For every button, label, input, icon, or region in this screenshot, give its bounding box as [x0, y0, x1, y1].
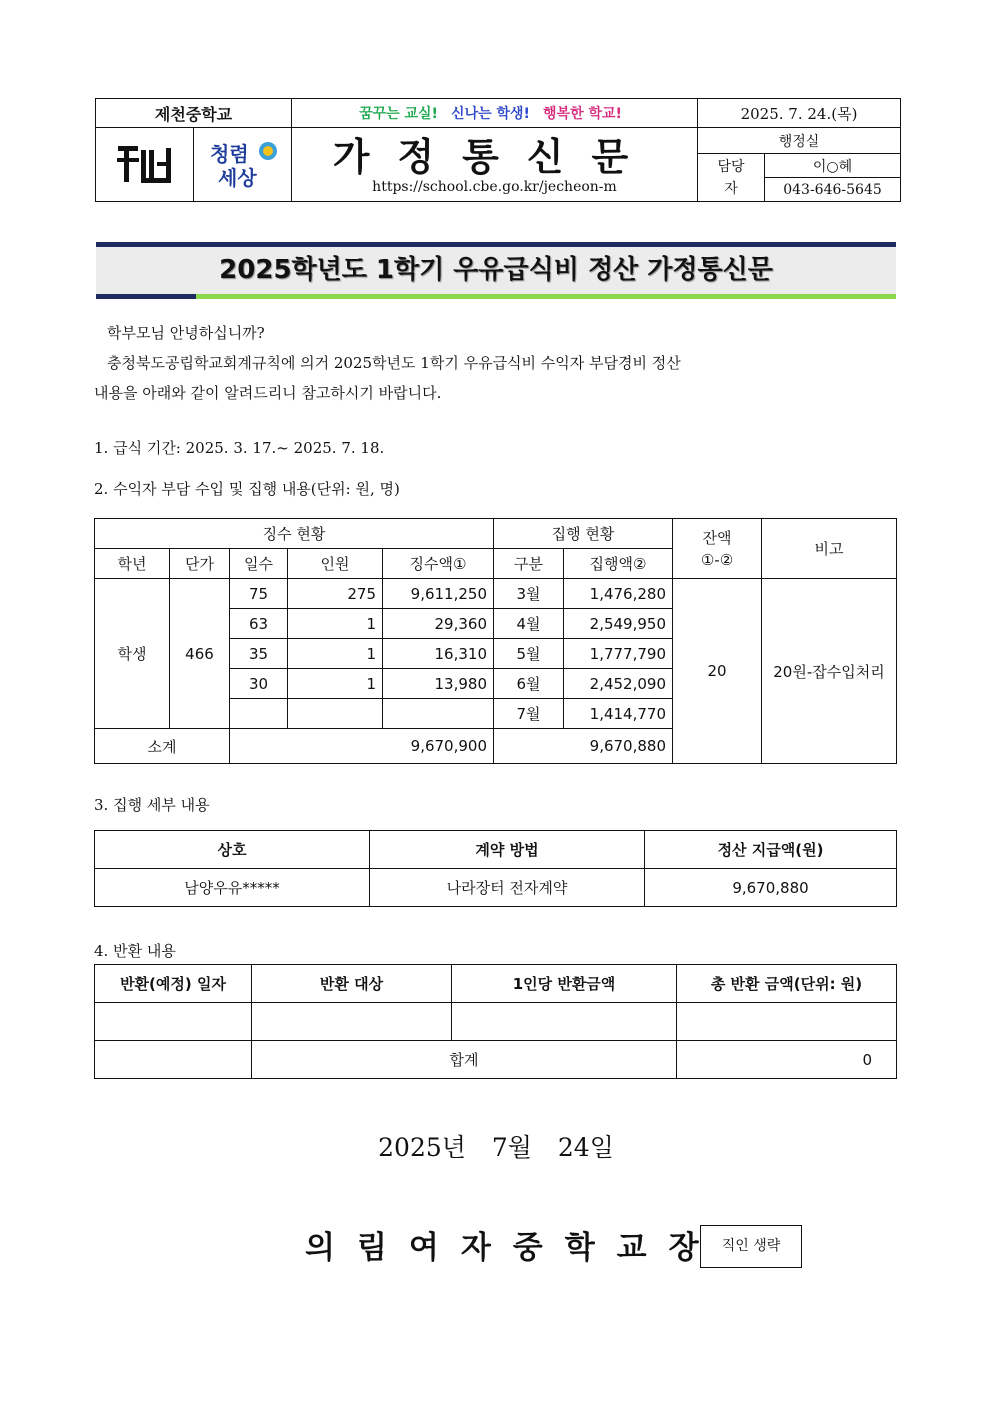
- manager-label-1: 담당: [717, 158, 745, 175]
- school-url[interactable]: https://school.cbe.go.kr/jecheon-m: [372, 178, 617, 195]
- total-empty: [95, 1041, 252, 1079]
- title-cell: [292, 128, 698, 202]
- manager-label: [698, 154, 765, 202]
- days: 35: [230, 639, 288, 669]
- motto-3: 행복한 학교!: [543, 106, 622, 122]
- collect-amount: 29,360: [383, 609, 494, 639]
- month: 4월: [494, 609, 564, 639]
- col-grade: 학년: [95, 549, 170, 579]
- phone: 043-646-5645: [765, 178, 901, 202]
- motto-1: 꿈꾸는 교실!: [359, 106, 438, 122]
- school-name: 제천중학교: [96, 99, 292, 128]
- header-table: [95, 98, 901, 202]
- people: 1: [288, 609, 383, 639]
- col-refund-date: 반환(예정) 일자: [95, 965, 252, 1003]
- contract-method: 나라장터 전자계약: [370, 869, 645, 907]
- h-exec: 집행 현황: [494, 519, 673, 549]
- h-note: 비고: [762, 519, 897, 579]
- col-days: 일수: [230, 549, 288, 579]
- income-expense-table: [94, 518, 897, 764]
- col-refund-total: 총 반환 금액(단위: 원): [677, 965, 897, 1003]
- people: 1: [288, 639, 383, 669]
- col-people: 인원: [288, 549, 383, 579]
- exec-amount: 1,777,790: [564, 639, 673, 669]
- h-balance: [673, 519, 762, 579]
- section-3: 3. 집행 세부 내용: [94, 796, 210, 814]
- h-collect: 징수 현황: [95, 519, 494, 549]
- refund-target: [252, 1003, 452, 1041]
- intro-line-2: 충청북도공립학교회계규칙에 의거 2025학년도 1학기 우유급식비 수익자 부담경비 정산: [107, 354, 681, 372]
- refund-total: [677, 1003, 897, 1041]
- col-price: 단가: [170, 549, 230, 579]
- col-refund-per-person: 1인당 반환금액: [452, 965, 677, 1003]
- total-row: [95, 1041, 897, 1079]
- intro-line-3: 내용을 아래와 같이 알려드리니 참고하시기 바랍니다.: [94, 384, 442, 402]
- collect-amount: [383, 699, 494, 729]
- month: 6월: [494, 669, 564, 699]
- subtotal-exec: 9,670,880: [494, 729, 673, 764]
- integrity-logo: [194, 128, 292, 202]
- col-exec-amount: 집행액②: [564, 549, 673, 579]
- col-refund-target: 반환 대상: [252, 965, 452, 1003]
- banner-bottom-bar-navy: [96, 294, 196, 299]
- title-banner: [96, 242, 896, 299]
- payment-amount: 9,670,880: [645, 869, 897, 907]
- h-balance-label: 잔액: [702, 528, 732, 547]
- days: [230, 699, 288, 729]
- newsletter-title: 가정통신문: [332, 133, 657, 179]
- col-payment: 정산 지급액(원): [645, 831, 897, 869]
- total-value: 0: [677, 1041, 897, 1079]
- vendor: 남양우유*****: [95, 869, 370, 907]
- col-month: 구분: [494, 549, 564, 579]
- days: 75: [230, 579, 288, 609]
- grade: 학생: [95, 579, 170, 729]
- subtotal-label: 소계: [95, 729, 230, 764]
- balance: 20: [673, 579, 762, 764]
- exec-amount: 1,476,280: [564, 579, 673, 609]
- collect-amount: 9,611,250: [383, 579, 494, 609]
- footer-date: 2025년 7월 24일: [378, 1133, 614, 1162]
- month: 5월: [494, 639, 564, 669]
- people: 275: [288, 579, 383, 609]
- people: 1: [288, 669, 383, 699]
- exec-amount: 1,414,770: [564, 699, 673, 729]
- school-logo: [96, 128, 194, 202]
- table-row: [95, 869, 897, 907]
- month: 7월: [494, 699, 564, 729]
- section-4: 4. 반환 내용: [94, 942, 176, 960]
- banner-title: 2025학년도 1학기 우유급식비 정산 가정통신문: [96, 247, 896, 294]
- seal-note: 직인 생략: [700, 1225, 802, 1268]
- manager-label-2: 자: [724, 180, 738, 197]
- days: 63: [230, 609, 288, 639]
- refund-table: [94, 964, 897, 1079]
- subtotal-collect: 9,670,900: [230, 729, 494, 764]
- note: 20원-잡수입처리: [762, 579, 897, 764]
- svg-text:제천: 제천: [144, 184, 147, 186]
- motto: [292, 99, 698, 128]
- table-row: [95, 1003, 897, 1041]
- col-vendor: 상호: [95, 831, 370, 869]
- svg-text:청렴: 청렴: [209, 141, 249, 166]
- col-collect-amount: 징수액①: [383, 549, 494, 579]
- col-contract: 계약 방법: [370, 831, 645, 869]
- unit-price: 466: [170, 579, 230, 729]
- execution-detail-table: [94, 830, 897, 907]
- total-label: 합계: [252, 1041, 677, 1079]
- exec-amount: 2,549,950: [564, 609, 673, 639]
- refund-per-person: [452, 1003, 677, 1041]
- banner-bottom-bar-green: [196, 294, 896, 299]
- people: [288, 699, 383, 729]
- motto-2: 신나는 학생!: [451, 106, 530, 122]
- integrity-logo-icon: [204, 133, 282, 193]
- days: 30: [230, 669, 288, 699]
- month: 3월: [494, 579, 564, 609]
- header-date: 2025. 7. 24.(목): [698, 99, 901, 128]
- collect-amount: 16,310: [383, 639, 494, 669]
- h-balance-formula: ①-②: [700, 550, 734, 569]
- intro-greeting: 학부모님 안녕하십니까?: [107, 324, 265, 342]
- collect-amount: 13,980: [383, 669, 494, 699]
- manager-name: 이○혜: [765, 154, 901, 178]
- school-logo-icon: [115, 140, 175, 186]
- refund-date: [95, 1003, 252, 1041]
- exec-amount: 2,452,090: [564, 669, 673, 699]
- section-2: 2. 수익자 부담 수입 및 집행 내용(단위: 원, 명): [94, 480, 400, 498]
- office: 행정실: [698, 128, 901, 154]
- svg-text:세상: 세상: [217, 165, 257, 190]
- principal: 의림여자중학교장: [305, 1230, 721, 1266]
- table-row: [95, 579, 897, 609]
- section-1: 1. 급식 기간: 2025. 3. 17.~ 2025. 7. 18.: [94, 439, 385, 457]
